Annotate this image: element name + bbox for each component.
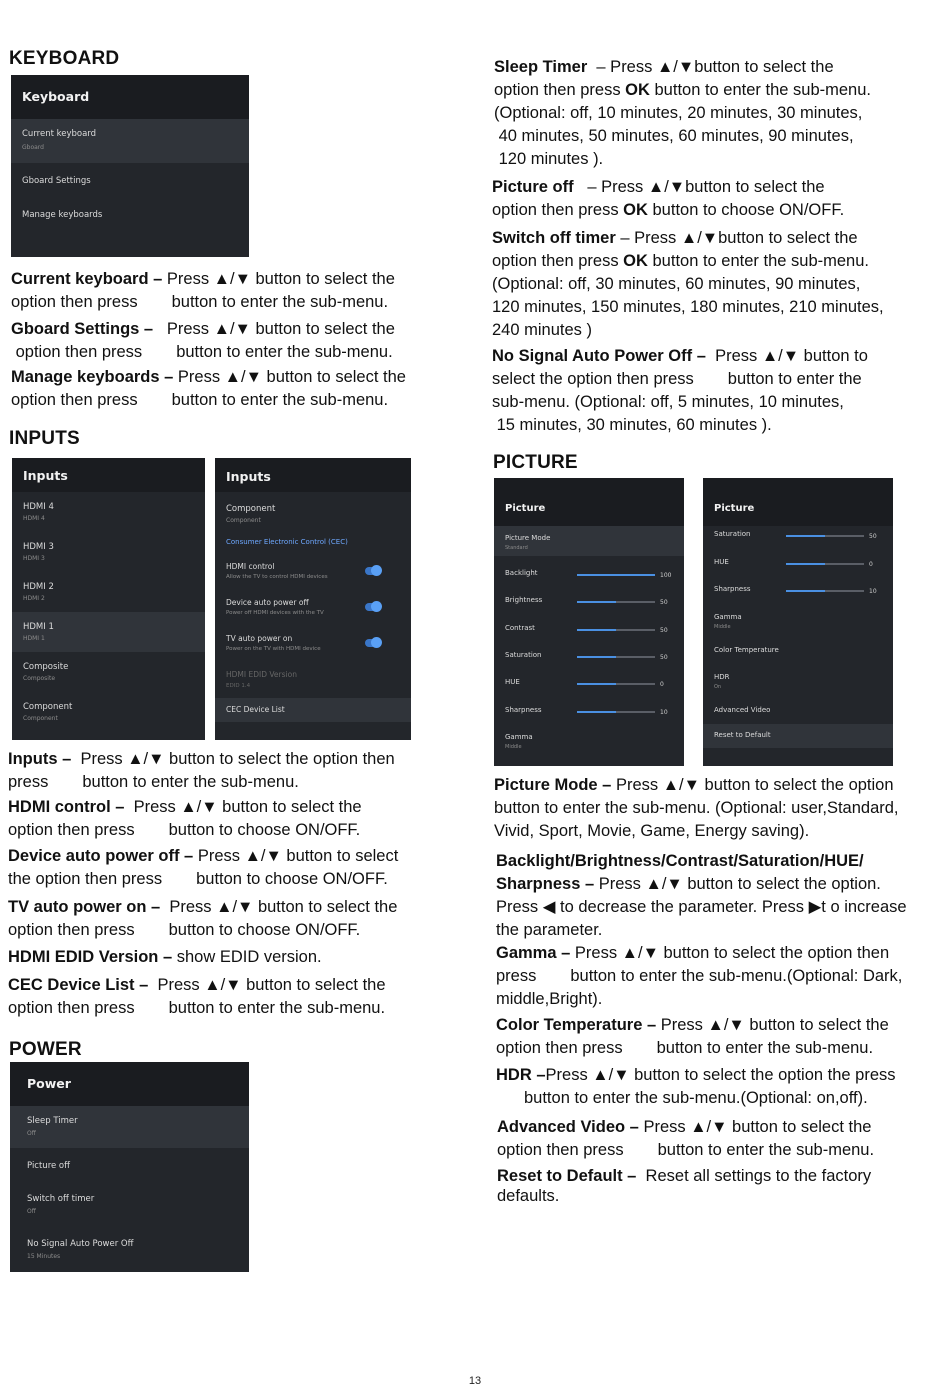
term: Picture Mode –	[494, 776, 612, 794]
desc-line: (Optional: off, 30 minutes, 60 minutes, 90 minutes,	[492, 275, 861, 293]
menu-item-hdmi-control	[215, 558, 411, 586]
desc-line: option then press	[497, 1141, 624, 1159]
desc-line: 120 minutes ).	[498, 150, 604, 168]
menu-item-gamma	[703, 610, 893, 636]
keyboard-desc-manage	[11, 366, 456, 412]
menu-item-label: HDMI EDID Version	[226, 670, 297, 679]
desc-line: middle,Bright).	[496, 990, 603, 1008]
term: HDR –	[496, 1066, 546, 1084]
menu-item-sub: Middle	[505, 744, 522, 750]
desc-line: Press ▲/▼ button to select the	[157, 976, 386, 994]
desc-line: button to enter the sub-menu.	[657, 1141, 875, 1159]
menu-item-label: HDMI 1	[23, 622, 54, 632]
menu-item-current-keyboard	[11, 119, 249, 163]
menu-item-label: Gamma	[714, 613, 742, 621]
menu-item-sub: 15 Minutes	[27, 1253, 61, 1260]
term: Gboard Settings –	[11, 320, 154, 338]
menu-item-label: Gamma	[505, 733, 533, 741]
slider-value: 50	[660, 626, 668, 634]
menu-item-label: Advanced Video	[714, 706, 771, 714]
menu-item-reset-to-default	[703, 724, 893, 748]
menu-item-label: HDMI 2	[23, 582, 54, 592]
slider-fill	[577, 574, 655, 576]
menu-item-hdmi4	[12, 498, 205, 528]
slider-value: 0	[660, 681, 664, 689]
inputs-desc-cec-device-list	[8, 974, 458, 1020]
desc-line: option then press	[11, 293, 138, 311]
term: Device auto power off –	[8, 847, 194, 865]
desc-line: option then press OK button to enter the sub-menu.	[492, 252, 869, 270]
desc-line: – Press ▲/▼button to select the	[620, 229, 858, 247]
keyboard-heading: KEYBOARD	[9, 48, 120, 69]
menu-item-cec-section	[215, 536, 411, 552]
menu-item-contrast	[494, 622, 684, 638]
menu-item-hdr	[703, 670, 893, 696]
desc-line: show EDID version.	[176, 948, 322, 966]
term: Gamma –	[496, 944, 571, 962]
menu-item-label: Brightness	[505, 596, 543, 605]
term: TV auto power on –	[8, 898, 161, 916]
inputs-heading: INPUTS	[9, 428, 80, 449]
menu-item-hue	[494, 676, 684, 692]
term: No Signal Auto Power Off –	[492, 347, 706, 365]
desc-line: Press ▲/▼ button to select the	[166, 270, 395, 288]
menu-item-label: Saturation	[714, 530, 751, 538]
tv-auto-power-on-toggle	[365, 639, 381, 647]
term: Color Temperature –	[496, 1016, 657, 1034]
menu-item-sub: EDID 1.4	[226, 683, 251, 689]
power-desc-no-signal	[492, 345, 932, 437]
level-slider	[786, 590, 864, 592]
menu-item-label: HUE	[714, 557, 729, 566]
inputs-menu-title: Inputs	[23, 468, 68, 483]
desc-line: Reset all settings to the factory	[645, 1167, 872, 1185]
menu-item-label: HDMI 3	[23, 542, 54, 552]
device-auto-power-off-toggle	[365, 603, 381, 611]
menu-item-sub: Off	[27, 1130, 36, 1137]
desc-line: 240 minutes )	[492, 321, 592, 339]
menu-item-sub: HDMI 3	[23, 555, 45, 562]
power-heading: POWER	[9, 1039, 82, 1060]
slider-fill	[786, 563, 825, 565]
desc-line: Press ▲/▼ button to select the	[166, 320, 395, 338]
term: Advanced Video –	[497, 1118, 639, 1136]
slider-fill	[786, 590, 825, 592]
menu-item-label: Sleep Timer	[27, 1116, 78, 1126]
menu-item-sub: Middle	[714, 624, 731, 630]
page-number: 13	[468, 1375, 482, 1387]
term: Reset to Default –	[497, 1167, 637, 1185]
menu-item-hdmi3	[12, 538, 205, 568]
picture-heading: PICTURE	[493, 452, 578, 473]
slider-value: 0	[869, 560, 873, 568]
desc-line: Press ▲/▼ button to select the	[133, 798, 362, 816]
inputs-cec-menu-title: Inputs	[226, 469, 271, 484]
hdmi-control-toggle	[365, 567, 381, 575]
menu-item-sub: HDMI 2	[23, 595, 45, 602]
slider-fill	[577, 629, 616, 631]
menu-item-gamma	[494, 730, 684, 756]
desc-line: Press ◀ to decrease the parameter. Press ▶t o increase	[496, 898, 907, 916]
menu-item-sub: Allow the TV to control HDMI devices	[226, 574, 328, 580]
picture-desc-gamma	[496, 942, 948, 1011]
menu-item-advanced-video	[703, 704, 893, 720]
term: Manage keyboards –	[11, 368, 174, 386]
menu-item-label: Sharpness	[714, 585, 751, 593]
menu-item-sub: Standard	[505, 545, 528, 551]
keyboard-menu-screenshot	[11, 75, 249, 257]
menu-item-label: HDMI control	[226, 562, 275, 571]
menu-item-picture-mode	[494, 526, 684, 556]
menu-item-manage-keyboards	[11, 207, 249, 231]
desc-line: 15 minutes, 30 minutes, 60 minutes ).	[496, 416, 772, 434]
slider-fill	[786, 535, 825, 537]
menu-item-sleep-timer	[10, 1106, 249, 1148]
desc-line: button to enter the sub-menu.	[82, 773, 299, 791]
menu-item-label: Current keyboard	[22, 129, 97, 139]
desc-line: button to enter the sub-menu.	[168, 999, 386, 1017]
menu-item-label: HUE	[505, 678, 520, 687]
menu-item-label: No Signal Auto Power Off	[27, 1239, 134, 1249]
picture-desc-color-temperature	[496, 1014, 948, 1060]
menu-item-hdmi-edid-version	[215, 666, 411, 694]
slider-value: 50	[869, 533, 877, 540]
menu-item-label: Gboard Settings	[22, 176, 91, 186]
desc-line: button to enter the sub-menu.	[171, 293, 389, 311]
menu-item-label: Picture off	[27, 1161, 70, 1171]
menu-item-sub: Power off HDMI devices with the TV	[226, 610, 324, 616]
desc-line: button to enter the sub-menu.	[171, 391, 389, 409]
menu-item-sub: Component	[23, 715, 58, 722]
desc-line: defaults.	[497, 1187, 560, 1205]
term: Picture off	[492, 178, 574, 196]
desc-line: (Optional: off, 10 minutes, 20 minutes, 30 minutes,	[494, 104, 863, 122]
term: CEC Device List –	[8, 976, 149, 994]
picture-desc-advanced-video	[497, 1116, 949, 1162]
menu-item-backlight	[494, 567, 684, 583]
menu-item-label: Backlight	[505, 569, 538, 577]
desc-line: button to choose ON/OFF.	[168, 821, 361, 839]
desc-line: button to enter the sub-menu. (Optional: user,Standard,	[494, 799, 899, 817]
menu-item-label: Manage keyboards	[22, 210, 103, 220]
menu-item-label: Consumer Electronic Control (CEC)	[226, 538, 348, 546]
menu-item-label: Component	[23, 702, 73, 712]
picture-menu-screenshot-2	[703, 478, 893, 766]
desc-line: option then press	[496, 1039, 623, 1057]
menu-item-cec-device-list	[215, 698, 411, 722]
menu-item-label: Device auto power off	[226, 598, 309, 607]
term: Current keyboard –	[11, 270, 163, 288]
menu-item-hdmi1	[12, 612, 205, 652]
term: Switch off timer	[492, 229, 616, 247]
menu-item-label: Contrast	[505, 623, 535, 632]
desc-line: Press ▲/▼ button to select the	[660, 1016, 889, 1034]
slider-fill	[577, 711, 616, 713]
menu-item-sub: Component	[226, 517, 261, 524]
menu-item-label: Composite	[23, 662, 69, 672]
inputs-desc-hdmi-control	[8, 796, 458, 842]
slider-value: 10	[869, 588, 877, 595]
picture-desc-picture-mode	[494, 774, 946, 843]
menu-item-picture-off	[10, 1158, 249, 1178]
menu-item-sub: HDMI 1	[23, 635, 45, 642]
term: Sleep Timer	[494, 58, 588, 76]
term: HDMI EDID Version –	[8, 948, 173, 966]
picture-menu-title: Picture	[505, 503, 546, 514]
desc-line: Press ▲/▼ button to select the	[169, 898, 398, 916]
menu-item-sub: Power on the TV with HDMI device	[226, 646, 321, 652]
power-menu-screenshot	[10, 1062, 249, 1272]
picture-desc-reset	[497, 1166, 949, 1206]
desc-line: Press ▲/▼ button to select the option the press	[545, 1066, 896, 1084]
menu-item-sharpness	[494, 704, 684, 720]
term: Backlight/Brightness/Contrast/Saturation/HUE/	[496, 852, 864, 870]
inputs-desc-device-auto-power-off	[8, 845, 458, 891]
menu-item-gboard-settings	[11, 173, 249, 197]
menu-item-label: CEC Device List	[226, 705, 285, 714]
desc-line: button to choose ON/OFF.	[196, 870, 388, 888]
desc-line: button to enter the	[727, 370, 862, 388]
menu-item-sharpness	[703, 583, 893, 599]
menu-item-saturation	[703, 528, 893, 544]
slider-value: 50	[660, 599, 668, 607]
menu-item-component	[215, 502, 411, 528]
desc-line: Press ▲/▼ button to select the	[177, 368, 406, 386]
menu-item-tv-auto-power-on	[215, 630, 411, 658]
desc-line: Press ▲/▼ button to select the option then	[574, 944, 890, 962]
menu-item-hue	[703, 556, 893, 572]
term: Inputs –	[8, 750, 72, 768]
keyboard-desc-gboard	[11, 318, 451, 364]
inputs-desc-tv-auto-power-on	[8, 896, 458, 942]
desc-line: Press ▲/▼ button to	[715, 347, 868, 365]
inputs-cec-menu-screenshot	[215, 458, 411, 740]
level-slider	[577, 574, 655, 576]
desc-line: Press ▲/▼ button to select the option then	[80, 750, 395, 768]
power-desc-switch-off-timer	[492, 227, 932, 342]
menu-item-brightness	[494, 594, 684, 610]
power-menu-title: Power	[27, 1076, 71, 1091]
desc-line: option then press	[8, 999, 135, 1017]
menu-item-label: TV auto power on	[226, 634, 293, 643]
menu-item-sub: Gboard	[22, 144, 44, 151]
power-desc-picture-off	[492, 176, 932, 222]
term: Sharpness –	[496, 875, 595, 893]
menu-item-color-temperature	[703, 644, 893, 660]
menu-item-switch-off-timer	[10, 1192, 249, 1220]
slider-fill	[577, 601, 616, 603]
level-slider	[577, 601, 655, 603]
desc-line: option then press	[8, 921, 135, 939]
desc-line: option then press OK button to choose ON/OFF.	[492, 201, 845, 219]
desc-line: 120 minutes, 150 minutes, 180 minutes, 210 minutes,	[492, 298, 884, 316]
power-desc-sleep-timer	[494, 56, 934, 171]
menu-item-device-auto-power-off	[215, 594, 411, 622]
desc-line: button to choose ON/OFF.	[168, 921, 361, 939]
picture-desc-adjustments	[496, 850, 948, 942]
desc-line: Vivid, Sport, Movie, Game, Energy saving).	[494, 822, 810, 840]
level-slider	[577, 656, 655, 658]
menu-item-saturation	[494, 649, 684, 665]
menu-item-label: Component	[226, 504, 276, 514]
picture-menu-title: Picture	[714, 503, 755, 514]
desc-line: button to enter the sub-menu.(Optional: on,off).	[524, 1089, 868, 1107]
inputs-desc-inputs	[8, 748, 458, 794]
menu-item-label: Sharpness	[505, 705, 542, 714]
level-slider	[786, 535, 864, 537]
slider-value: 10	[660, 708, 668, 716]
desc-line: – Press ▲/▼button to select the	[587, 178, 825, 196]
slider-value: 50	[660, 653, 668, 661]
term: HDMI control –	[8, 798, 125, 816]
keyboard-menu-title: Keyboard	[22, 89, 90, 104]
desc-line: option then press	[8, 821, 135, 839]
desc-line: the parameter.	[496, 921, 603, 939]
desc-line: press	[8, 773, 49, 791]
desc-line: Press ▲/▼ button to select the option	[615, 776, 894, 794]
picture-desc-hdr	[496, 1064, 948, 1110]
desc-line: option then press	[15, 343, 143, 361]
menu-item-hdmi2	[12, 578, 205, 608]
desc-line: press	[496, 967, 537, 985]
picture-menu-screenshot	[494, 478, 684, 766]
menu-item-label: Saturation	[505, 650, 542, 659]
desc-line: button to enter the sub-menu.(Optional: Dark,	[570, 967, 903, 985]
level-slider	[577, 683, 655, 685]
level-slider	[577, 711, 655, 713]
menu-item-no-signal-auto-power-off	[10, 1237, 249, 1265]
menu-item-label: HDR	[714, 673, 730, 681]
slider-fill	[577, 656, 616, 658]
desc-line: 40 minutes, 50 minutes, 60 minutes, 90 minutes,	[498, 127, 854, 145]
desc-line: Press ▲/▼ button to select the option.	[598, 875, 881, 893]
inputs-menu-screenshot	[12, 458, 205, 740]
slider-value: 100	[660, 572, 672, 579]
inputs-desc-hdmi-edid	[8, 946, 458, 969]
menu-item-label: Color Temperature	[714, 646, 779, 654]
menu-item-sub: Off	[27, 1208, 36, 1215]
desc-line: Press ▲/▼ button to select the	[643, 1118, 872, 1136]
slider-fill	[577, 683, 616, 685]
menu-item-sub: Composite	[23, 675, 56, 682]
menu-item-composite	[12, 658, 205, 688]
desc-line: option then press OK button to enter the sub-menu.	[494, 81, 871, 99]
level-slider	[577, 629, 655, 631]
menu-item-label: Reset to Default	[714, 731, 771, 739]
desc-line: the option then press	[8, 870, 163, 888]
menu-item-label: Switch off timer	[27, 1194, 95, 1204]
menu-item-component	[12, 698, 205, 728]
desc-line: Press ▲/▼ button to select	[197, 847, 399, 865]
desc-line: – Press ▲/▼button to select the	[596, 58, 834, 76]
level-slider	[786, 563, 864, 565]
desc-line: option then press	[11, 391, 138, 409]
menu-item-sub: HDMI 4	[23, 515, 45, 522]
desc-line: button to enter the sub-menu.	[656, 1039, 874, 1057]
keyboard-desc-current	[11, 268, 451, 314]
menu-item-sub: On	[714, 684, 722, 690]
desc-line: select the option then press	[492, 370, 694, 388]
desc-line: button to enter the sub-menu.	[176, 343, 393, 361]
menu-item-label: HDMI 4	[23, 502, 54, 512]
desc-line: sub-menu. (Optional: off, 5 minutes, 10 minutes,	[492, 393, 844, 411]
menu-item-label: Picture Mode	[505, 534, 551, 542]
